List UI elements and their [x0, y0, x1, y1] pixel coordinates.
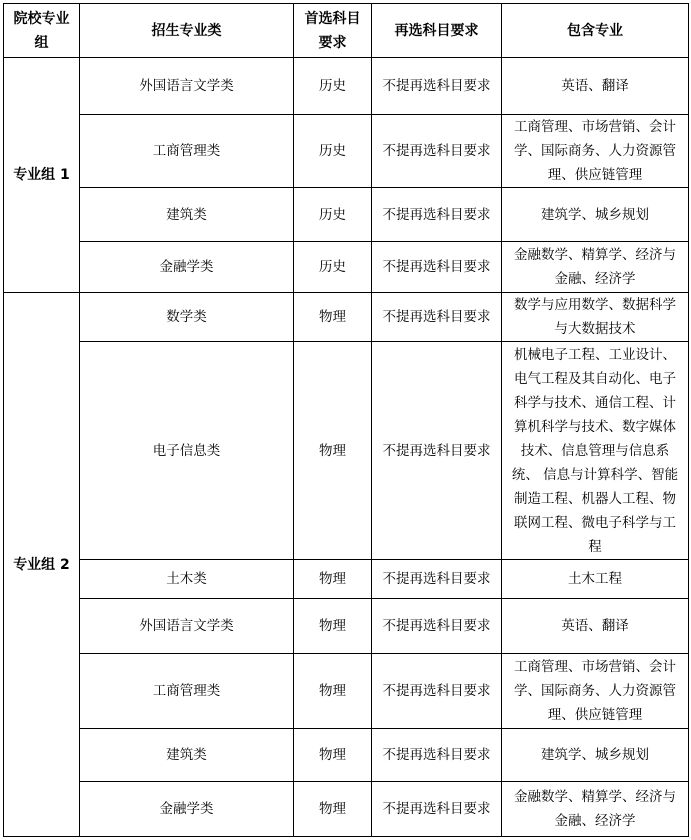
reselect-cell: 不提再选科目要求	[372, 729, 502, 782]
header-row	[4, 4, 689, 58]
first-subject-cell: 历史	[294, 58, 372, 115]
table-row	[4, 293, 689, 342]
reselect-cell: 不提再选科目要求	[372, 599, 502, 654]
header-first-subject: 首选科目要求	[294, 4, 372, 58]
table-row	[4, 242, 689, 293]
category-cell: 工商管理类	[80, 115, 294, 188]
majors-cell: 土木工程	[502, 560, 689, 599]
category-cell: 数学类	[80, 293, 294, 342]
category-cell: 电子信息类	[80, 342, 294, 560]
table-row	[4, 115, 689, 188]
majors-cell: 机械电子工程、工业设计、电气工程及其自动化、电子科学与技术、通信工程、计算机科学与技术、数字媒体技术、信息管理与信息系统、 信息与计算科学、智能制造工程、机器人工程、物联网工程、微电子科学与工程	[502, 342, 689, 560]
reselect-cell: 不提再选科目要求	[372, 58, 502, 115]
reselect-cell: 不提再选科目要求	[372, 782, 502, 837]
first-subject-cell: 物理	[294, 782, 372, 837]
first-subject-cell: 物理	[294, 599, 372, 654]
majors-cell: 工商管理、市场营销、会计学、国际商务、人力资源管理、供应链管理	[502, 115, 689, 188]
category-cell: 外国语言文学类	[80, 58, 294, 115]
header-majors: 包含专业	[502, 4, 689, 58]
table-row	[4, 58, 689, 115]
reselect-cell: 不提再选科目要求	[372, 560, 502, 599]
category-cell: 金融学类	[80, 782, 294, 837]
reselect-cell: 不提再选科目要求	[372, 242, 502, 293]
header-group: 院校专业组	[4, 4, 80, 58]
majors-cell: 金融数学、精算学、经济与金融、经济学	[502, 242, 689, 293]
reselect-cell: 不提再选科目要求	[372, 654, 502, 729]
table-row	[4, 782, 689, 837]
header-category: 招生专业类	[80, 4, 294, 58]
category-cell: 外国语言文学类	[80, 599, 294, 654]
majors-cell: 英语、翻译	[502, 58, 689, 115]
majors-cell: 金融数学、精算学、经济与金融、经济学	[502, 782, 689, 837]
category-cell: 建筑类	[80, 188, 294, 242]
first-subject-cell: 历史	[294, 115, 372, 188]
first-subject-cell: 物理	[294, 560, 372, 599]
majors-cell: 工商管理、市场营销、会计学、国际商务、人力资源管理、供应链管理	[502, 654, 689, 729]
reselect-cell: 不提再选科目要求	[372, 115, 502, 188]
first-subject-cell: 历史	[294, 188, 372, 242]
majors-cell: 建筑学、城乡规划	[502, 729, 689, 782]
majors-cell: 数学与应用数学、数据科学与大数据技术	[502, 293, 689, 342]
category-cell: 建筑类	[80, 729, 294, 782]
table-row	[4, 654, 689, 729]
category-cell: 土木类	[80, 560, 294, 599]
header-reselect: 再选科目要求	[372, 4, 502, 58]
table-row	[4, 342, 689, 560]
table-row	[4, 188, 689, 242]
majors-cell: 建筑学、城乡规划	[502, 188, 689, 242]
category-cell: 工商管理类	[80, 654, 294, 729]
group-name: 专业组 2	[4, 293, 80, 837]
category-cell: 金融学类	[80, 242, 294, 293]
reselect-cell: 不提再选科目要求	[372, 188, 502, 242]
reselect-cell: 不提再选科目要求	[372, 293, 502, 342]
table-row	[4, 560, 689, 599]
first-subject-cell: 历史	[294, 242, 372, 293]
first-subject-cell: 物理	[294, 293, 372, 342]
reselect-cell: 不提再选科目要求	[372, 342, 502, 560]
first-subject-cell: 物理	[294, 342, 372, 560]
first-subject-cell: 物理	[294, 729, 372, 782]
majors-cell: 英语、翻译	[502, 599, 689, 654]
table-row	[4, 599, 689, 654]
admission-table	[3, 3, 689, 837]
group-name: 专业组 1	[4, 58, 80, 293]
table-row	[4, 729, 689, 782]
first-subject-cell: 物理	[294, 654, 372, 729]
